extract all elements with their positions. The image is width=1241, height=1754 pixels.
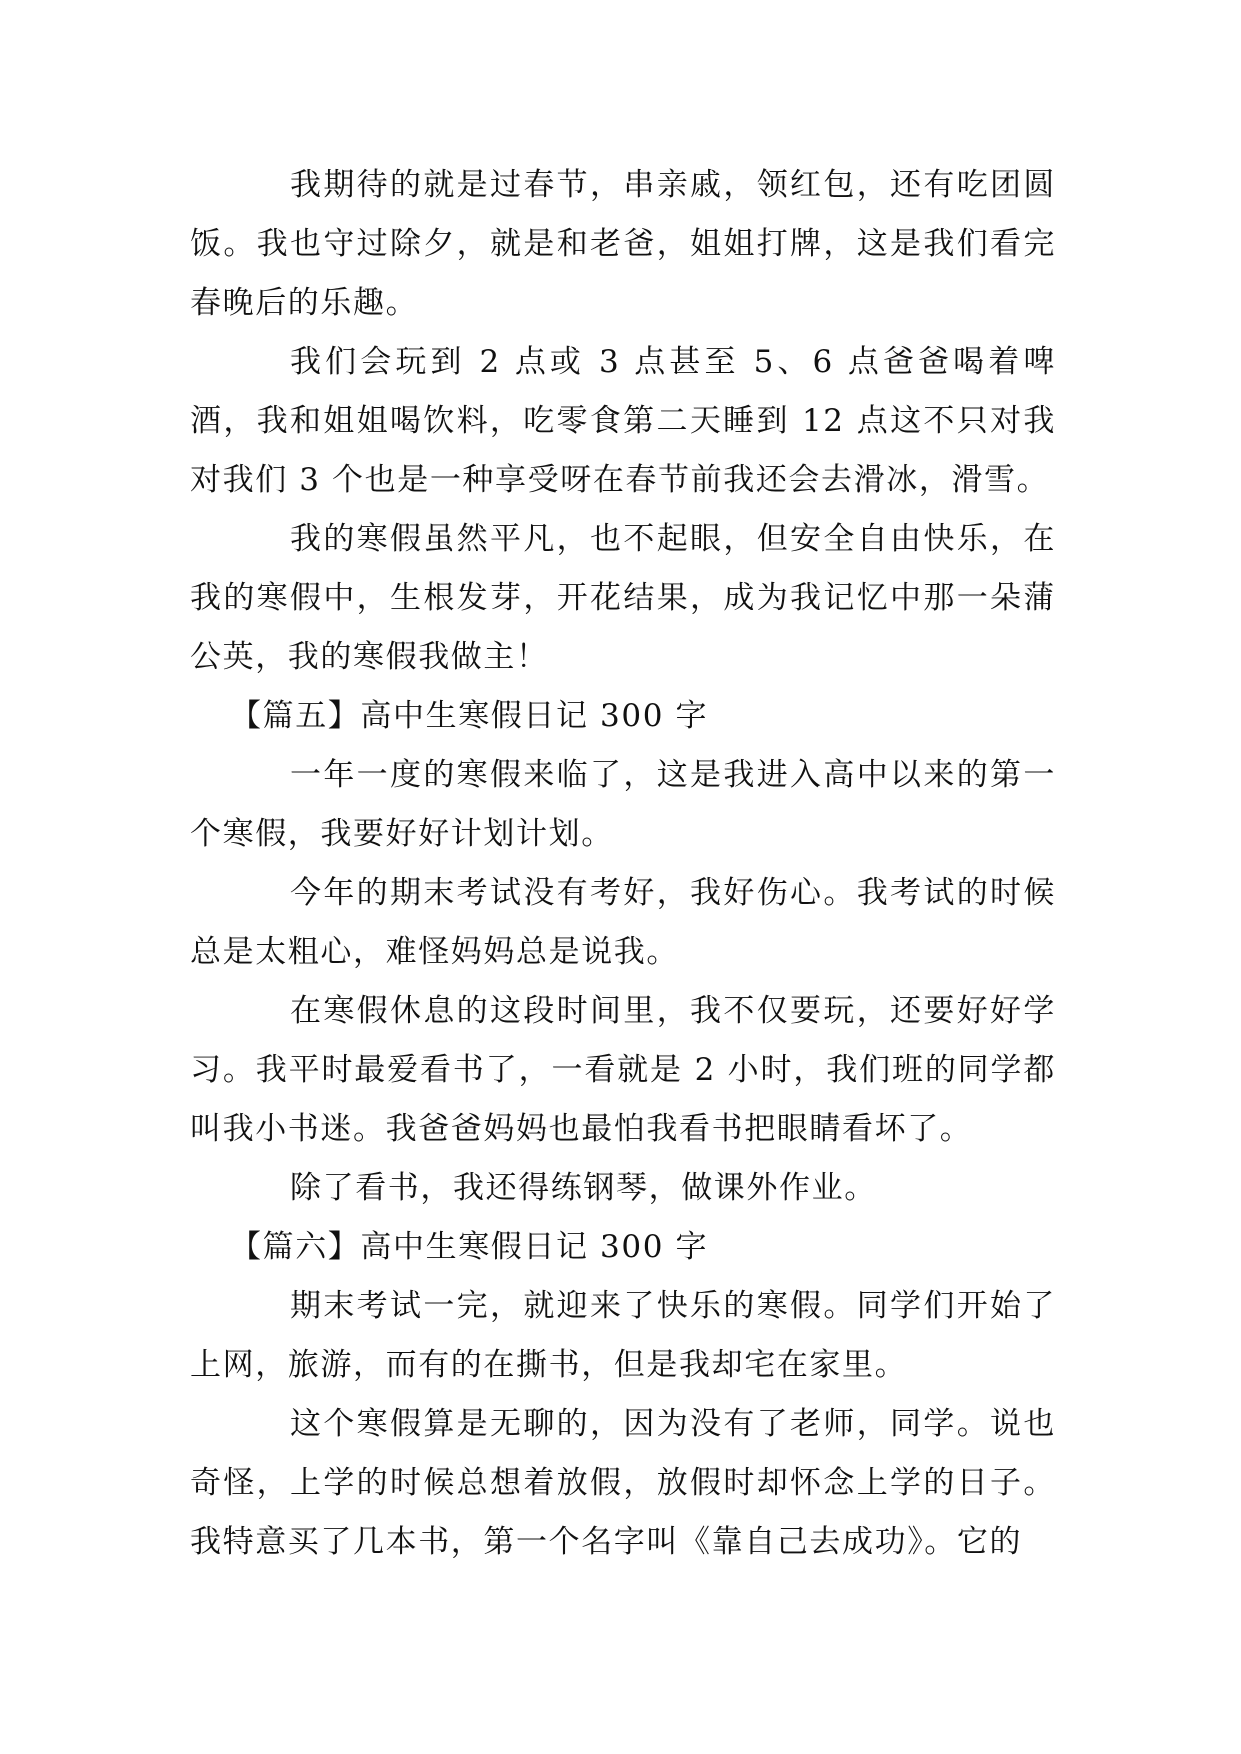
paragraph: 在寒假休息的这段时间里，我不仅要玩，还要好好学习。我平时最爱看书了，一看就是 2 小时，我们班的同学都叫我小书迷。我爸爸妈妈也最怕我看书把眼睛看坏了。 (190, 993, 1056, 1147)
paragraph: 我的寒假虽然平凡，也不起眼，但安全自由快乐，在我的寒假中，生根发芽，开花结果，成为我记忆中那一朵蒲公英，我的寒假我做主！ (190, 521, 1056, 675)
section-heading: 【篇六】高中生寒假日记 300 字 (230, 1229, 709, 1265)
paragraph: 期末考试一完，就迎来了快乐的寒假。同学们开始了上网，旅游，而有的在撕书，但是我却宅在家里。 (190, 1288, 1056, 1383)
paragraph: 除了看书，我还得练钢琴，做课外作业。 (290, 1170, 877, 1206)
paragraph: 我期待的就是过春节，串亲戚，领红包，还有吃团圆饭。我也守过除夕，就是和老爸，姐姐打牌，这是我们看完春晚后的乐趣。 (190, 167, 1056, 321)
paragraph: 我们会玩到 2 点或 3 点甚至 5、6 点爸爸喝着啤酒，我和姐姐喝饮料，吃零食第二天睡到 12 点这不只对我对我们 3 个也是一种享受呀在春节前我还会去滑冰，滑雪。 (190, 344, 1056, 498)
document-body (190, 156, 1056, 1572)
paragraph: 今年的期末考试没有考好，我好伤心。我考试的时候总是太粗心，难怪妈妈总是说我。 (190, 875, 1056, 970)
paragraph: 一年一度的寒假来临了，这是我进入高中以来的第一个寒假，我要好好计划计划。 (190, 757, 1056, 852)
section-heading: 【篇五】高中生寒假日记 300 字 (230, 698, 709, 734)
paragraph: 这个寒假算是无聊的，因为没有了老师，同学。说也奇怪，上学的时候总想着放假，放假时却怀念上学的日子。我特意买了几本书，第一个名字叫《靠自己去成功》。它的 (190, 1406, 1056, 1560)
